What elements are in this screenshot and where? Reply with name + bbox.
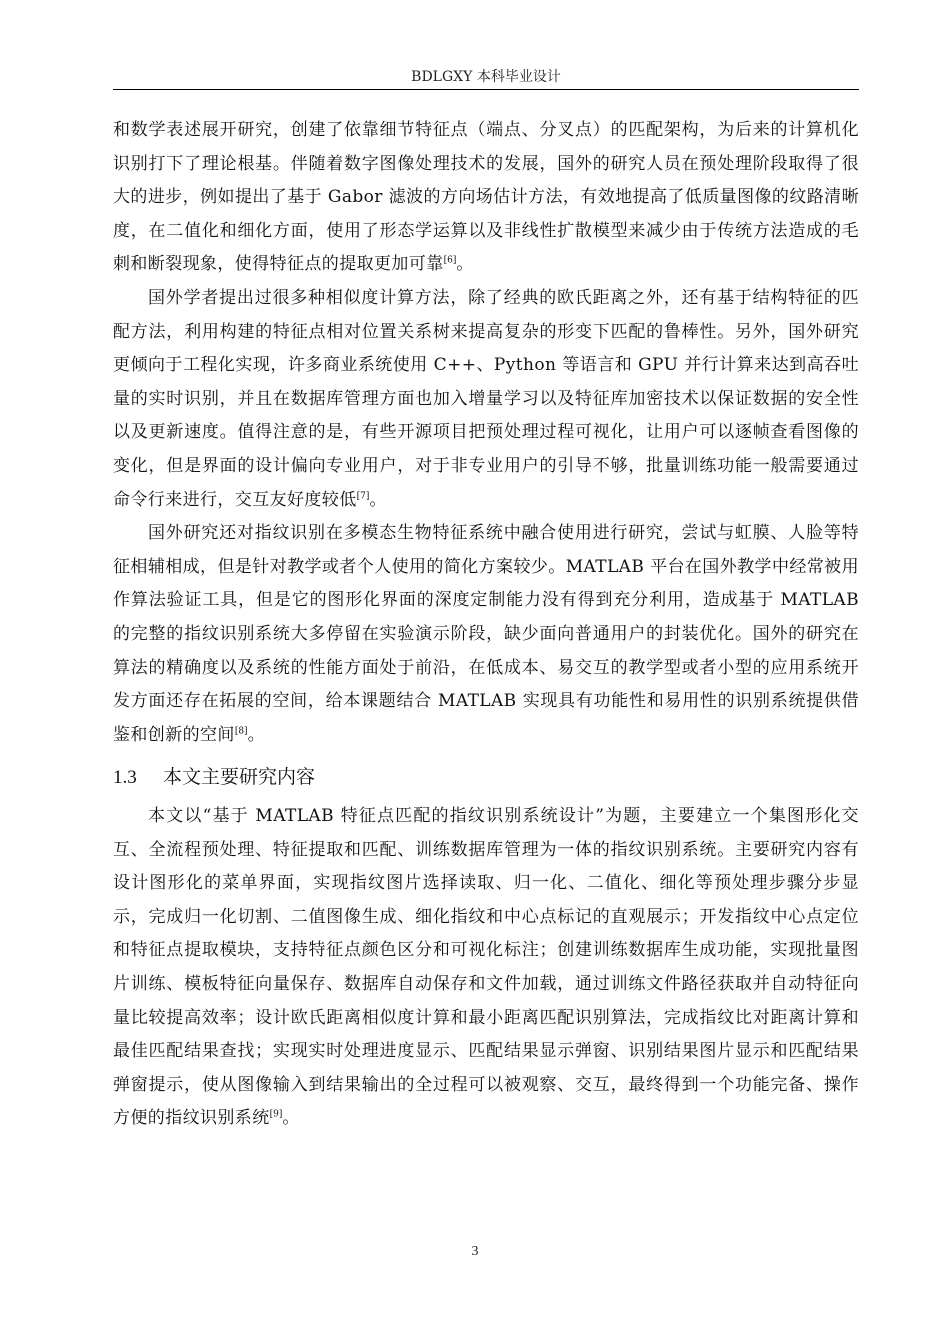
paragraph-end: 。 xyxy=(369,489,387,510)
paragraph-text: 国外研究还对指纹识别在多模态生物特征系统中融合使用进行研究，尝试与虹膜、人脸等特征相辅相成，但是针对教学或者个人使用的简化方案较少。MATLAB 平台在国外教学中经常被用作算法验证工具，但是它的图形化界面的深度定制能力没有得到充分利用，造成基于 MATLAB 的完整的指纹识别系统大多停留在实验演示阶段，缺少面向普通用户的封装优化。国外的研究在算法的精确度以及系统的性能方面处于前沿，在低成本、易交互的教学型或者小型的应用系统开发方面还存在拓展的空间，给本课题结合 MATLAB 实现具有功能性和易用性的识别系统提供借鉴和创新的空间 xyxy=(113,523,859,745)
citation: [6] xyxy=(443,255,457,266)
paragraph-end: 。 xyxy=(247,724,265,745)
citation: [8] xyxy=(234,726,248,737)
paragraph-end: 。 xyxy=(282,1108,300,1129)
citation: [9] xyxy=(269,1109,283,1120)
running-header: BDLGXY 本科毕业设计 xyxy=(411,69,561,85)
section-title: 本文主要研究内容 xyxy=(163,766,316,788)
body-text xyxy=(113,114,859,752)
paragraph-text: 本文以“基于 MATLAB 特征点匹配的指纹识别系统设计”为题，主要建立一个集图形化交互、全流程预处理、特征提取和匹配、训练数据库管理为一体的指纹识别系统。主要研究内容有设计图形化的菜单界面，实现指纹图片选择读取、归一化、二值化、细化等预处理步骤分步显示，完成归一化切割、二值图像生成、细化指纹和中心点标记的直观展示；开发指纹中心点定位和特征点提取模块，支持特征点颜色区分和可视化标注；创建训练数据库生成功能，实现批量图片训练、模板特征向量保存、数据库自动保存和文件加载，通过训练文件路径获取并自动特征向量比较提高效率；设计欧氏距离相似度计算和最小距离匹配识别算法，完成指纹比对距离计算和最佳匹配结果查找；实现实时处理进度显示、匹配结果显示弹窗、识别结果图片显示和匹配结果弹窗提示，使从图像输入到结果输出的全过程可以被观察、交互，最终得到一个功能完备、操作方便的指纹识别系统 xyxy=(113,806,859,1129)
section-heading xyxy=(113,762,315,793)
section-number: 1.3 xyxy=(113,767,137,788)
paragraph xyxy=(113,114,859,282)
paragraph xyxy=(113,517,859,752)
paragraph xyxy=(113,282,859,517)
paragraph-text: 和数学表述展开研究，创建了依靠细节特征点（端点、分叉点）的匹配架构，为后来的计算机化识别打下了理论根基。伴随着数字图像处理技术的发展，国外的研究人员在预处理阶段取得了很大的进步，例如提出了基于 Gabor 滤波的方向场估计方法，有效地提高了低质量图像的纹路清晰度，在二值化和细化方面，使用了形态学运算以及非线性扩散模型来减少由于传统方法造成的毛刺和断裂现象，使得特征点的提取更加可靠 xyxy=(113,120,859,275)
section-body-text xyxy=(113,800,859,1136)
citation: [7] xyxy=(356,490,370,501)
page-number: 3 xyxy=(471,1244,479,1259)
header-rule xyxy=(113,89,859,90)
paragraph-end: 。 xyxy=(456,254,474,275)
paragraph-text: 国外学者提出过很多种相似度计算方法，除了经典的欧氏距离之外，还有基于结构特征的匹配方法，利用构建的特征点相对位置关系树来提高复杂的形变下匹配的鲁棒性。另外，国外研究更倾向于工程化实现，许多商业系统使用 C++、Python 等语言和 GPU 并行计算来达到高吞吐量的实时识别，并且在数据库管理方面也加入增量学习以及特征库加密技术以保证数据的安全性以及更新速度。值得注意的是，有些开源项目把预处理过程可视化，让用户可以逐帧查看图像的变化，但是界面的设计偏向专业用户，对于非专业用户的引导不够，批量训练功能一般需要通过命令行来进行，交互友好度较低 xyxy=(113,287,859,510)
paragraph xyxy=(113,800,859,1136)
